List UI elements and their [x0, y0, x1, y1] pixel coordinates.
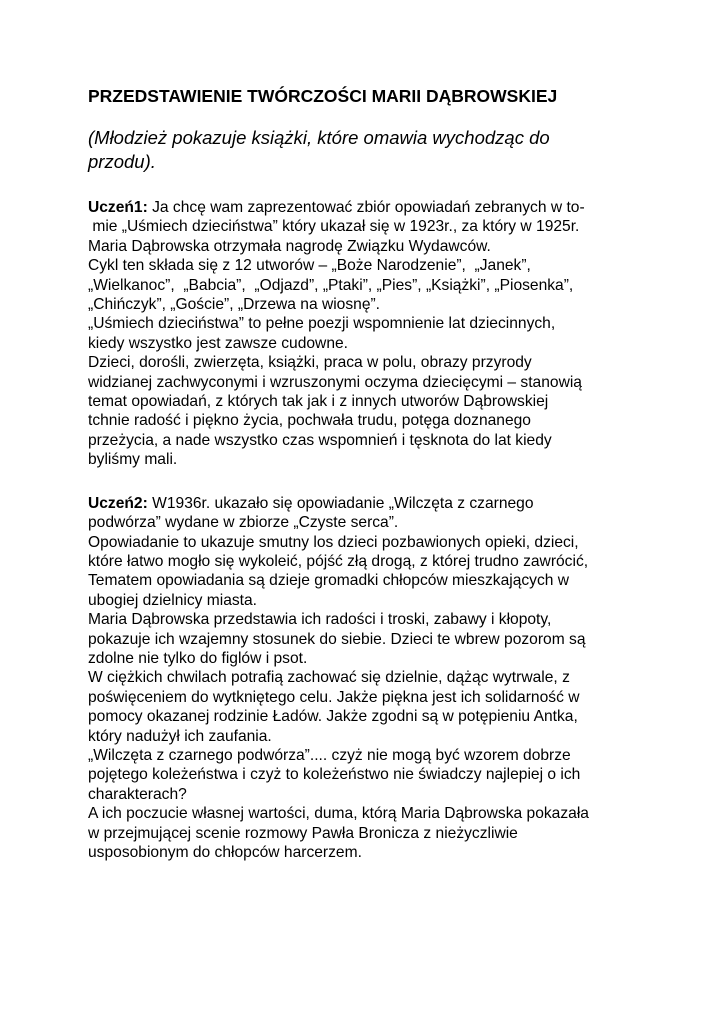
- student-2-first-line: [88, 494, 688, 513]
- paragraph-line: byliśmy mali.: [88, 451, 178, 469]
- paragraph-line: Dzieci, dorośli, zwierzęta, książki, praca w polu, obrazy przyrody: [88, 354, 532, 372]
- paragraph-line: „Chińczyk”, „Goście”, „Drzewa na wiosnę”.: [88, 296, 381, 314]
- paragraph-line: ubogiej dzielnicy miasta.: [88, 591, 258, 609]
- paragraph-line: „Wielkanoc”, „Babcia”, „Odjazd”, „Ptaki”, „Pies”, „Książki”, „Piosenka”,: [88, 276, 574, 294]
- speaker-label: Uczeń1:: [88, 199, 148, 216]
- stage-direction-line: przodu).: [88, 151, 156, 172]
- student-1-first-line: [88, 198, 688, 217]
- document-title: PRZEDSTAWIENIE TWÓRCZOŚCI MARII DĄBROWSKIEJ: [88, 86, 558, 106]
- speaker-label: Uczeń2:: [88, 494, 148, 512]
- paragraph-line: pokazuje ich wzajemny stosunek do siebie. Dzieci te wbrew pozorom są: [88, 630, 586, 648]
- paragraph-line: Opowiadanie to ukazuje smutny los dzieci pozbawionych opieki, dzieci,: [88, 533, 579, 551]
- stage-direction: [88, 126, 688, 174]
- paragraph-line: które łatwo mogło się wykoleić, pójść złą drogą, z której trudno zawrócić,: [88, 552, 589, 570]
- paragraph-line: przeżycia, a nade wszystko czas wspomnień i tęsknota do lat kiedy: [88, 431, 552, 449]
- paragraph-line: podwórza” wydane w zbiorze „Czyste serca”.: [88, 514, 399, 532]
- paragraph-line: Tematem opowiadania są dzieje gromadki chłopców mieszkających w: [88, 572, 570, 590]
- paragraph-line: zdolne nie tylko do figlów i psot.: [88, 649, 308, 667]
- paragraph-line: „Wilczęta z czarnego podwórza”.... czyż nie mogą być wzorem dobrze: [88, 746, 571, 764]
- paragraph-line: mie „Uśmiech dzieciństwa” który ukazał się w 1923r., za który w 1925r.: [88, 218, 580, 236]
- paragraph-line: „Uśmiech dzieciństwa” to pełne poezji wspomnienie lat dziecinnych,: [88, 315, 556, 333]
- paragraph-text: W1936r. ukazało się opowiadanie „Wilczęta z czarnego: [147, 494, 534, 512]
- paragraph-line: pomocy okazanej rodzinie Ładów. Jakże zgodni są w potępieniu Antka,: [88, 708, 578, 726]
- document-page: [88, 84, 688, 862]
- stage-direction-line: (Młodzież pokazuje książki, które omawia wychodząc do: [88, 127, 550, 148]
- paragraph-line: Cykl ten składa się z 12 utworów – „Boże Narodzenie”, „Janek”,: [88, 257, 531, 275]
- paragraph-line: A ich poczucie własnej wartości, duma, którą Maria Dąbrowska pokazała: [88, 805, 589, 823]
- paragraph-line: tchnie radość i piękno życia, pochwała trudu, potęga doznanego: [88, 412, 531, 430]
- paragraph-line: poświęceniem do wytkniętego celu. Jakże piękna jest ich solidarność w: [88, 688, 580, 706]
- paragraph-line: charakterach?: [88, 785, 187, 803]
- paragraph-line: kiedy wszystko jest zawsze cudowne.: [88, 334, 348, 352]
- paragraph-line: temat opowiadań, z których tak jak i z innych utworów Dąbrowskiej: [88, 393, 549, 411]
- student-1-section: [88, 198, 688, 470]
- paragraph-line: usposobionym do chłopców harcerzem.: [88, 844, 362, 861]
- student-2-section: [88, 494, 688, 863]
- paragraph-line: widzianej zachwyconymi i wzruszonymi oczyma dziecięcymi – stanowią: [88, 373, 582, 391]
- paragraph-line: Maria Dąbrowska przedstawia ich radości i troski, zabawy i kłopoty,: [88, 611, 552, 629]
- paragraph-line: W ciężkich chwilach potrafią zachować się dzielnie, dążąc wytrwale, z: [88, 669, 570, 687]
- paragraph-line: który nadużył ich zaufania.: [88, 727, 272, 745]
- paragraph-line: pojętego koleżeństwa i czyż to koleżeństwo nie świadczy najlepiej o ich: [88, 766, 581, 784]
- paragraph-line: w przejmującej scenie rozmowy Pawła Bronicza z nieżyczliwie: [88, 824, 518, 842]
- paragraph-text: Ja chcę wam zaprezentować zbiór opowiadań zebranych w to-: [147, 199, 585, 216]
- paragraph-line: Maria Dąbrowska otrzymała nagrodę Związku Wydawców.: [88, 237, 491, 255]
